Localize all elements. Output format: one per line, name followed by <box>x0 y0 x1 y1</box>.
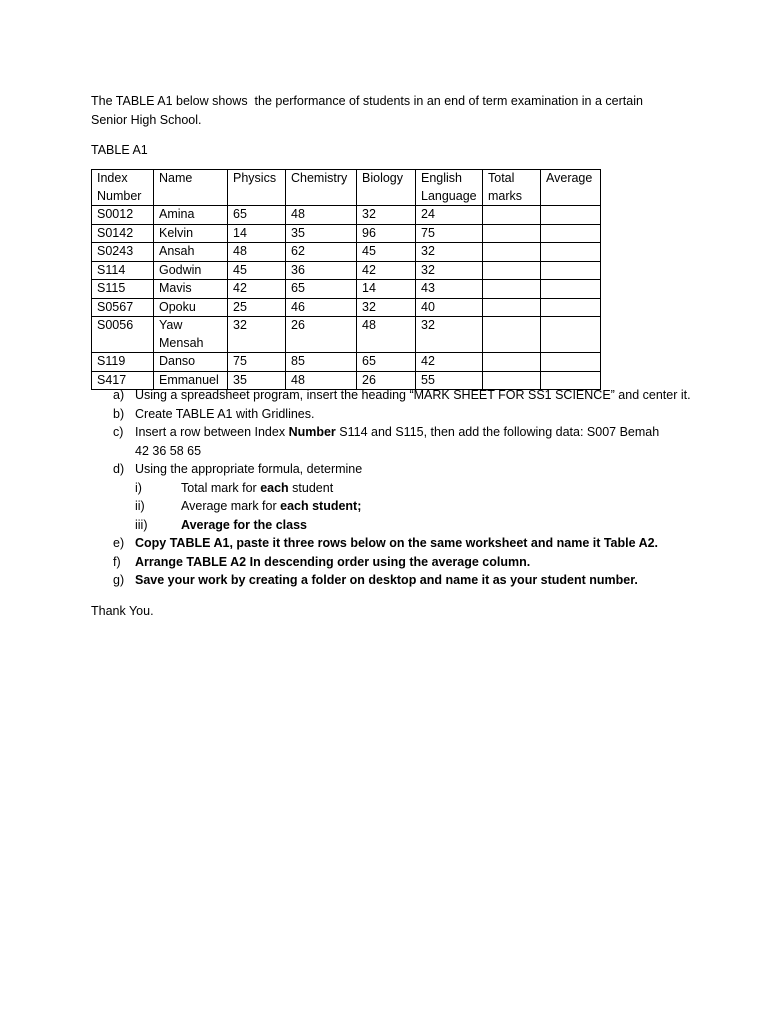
cell-total-marks <box>483 243 541 262</box>
task-b <box>91 405 691 424</box>
task-g <box>91 571 691 590</box>
cell-average <box>541 298 601 317</box>
cell-average <box>541 261 601 280</box>
table-row <box>92 261 601 280</box>
task-label: e) <box>113 536 125 550</box>
cell-index-number: S0056 <box>92 317 154 353</box>
cell-chemistry: 62 <box>286 243 357 262</box>
cell-biology: 96 <box>357 224 416 243</box>
cell-average <box>541 280 601 299</box>
cell-chemistry: 26 <box>286 317 357 353</box>
subtask-label: ii) <box>135 499 145 513</box>
cell-total-marks <box>483 280 541 299</box>
header-biology: Biology <box>357 170 416 206</box>
header-chemistry: Chemistry <box>286 170 357 206</box>
cell-index-number: S0243 <box>92 243 154 262</box>
cell-english-language: 32 <box>416 243 483 262</box>
cell-average <box>541 243 601 262</box>
cell-name: Amina <box>154 206 228 225</box>
cell-name: Opoku <box>154 298 228 317</box>
table-row <box>92 243 601 262</box>
cell-english-language: 43 <box>416 280 483 299</box>
subtask-label: iii) <box>135 517 148 532</box>
task-text: Using the appropriate formula, determine <box>135 462 363 476</box>
intro-line-1: The TABLE A1 below shows the performance of students in an end of term examination in a certain <box>91 94 643 108</box>
task-c <box>91 423 691 460</box>
cell-biology: 32 <box>357 298 416 317</box>
intro-paragraph <box>91 92 691 130</box>
cell-name: Emmanuel <box>154 371 228 390</box>
cell-name: Yaw Mensah <box>154 317 228 353</box>
marks-table <box>91 169 601 390</box>
cell-chemistry: 65 <box>286 280 357 299</box>
closing-text: Thank You. <box>91 604 154 618</box>
cell-biology: 48 <box>357 317 416 353</box>
table-body <box>92 206 601 390</box>
cell-biology: 26 <box>357 371 416 390</box>
subtask-text-pre: Total mark for <box>181 480 261 495</box>
header-name: Name <box>154 170 228 206</box>
subtask-text-bold: Average for the class <box>181 517 307 532</box>
task-text: Using a spreadsheet program, insert the heading “MARK SHEET FOR SS1 SCIENCE” and center it. <box>135 388 691 402</box>
task-text: Create TABLE A1 with Gridlines. <box>135 406 315 421</box>
table-caption: TABLE A1 <box>91 143 148 157</box>
subtask-i <box>91 479 691 498</box>
table-row <box>92 224 601 243</box>
cell-english-language: 24 <box>416 206 483 225</box>
cell-total-marks <box>483 224 541 243</box>
cell-name: Mavis <box>154 280 228 299</box>
header-physics: Physics <box>228 170 286 206</box>
cell-chemistry: 35 <box>286 224 357 243</box>
table-row <box>92 317 601 353</box>
cell-english-language: 40 <box>416 298 483 317</box>
header-total-marks: Total marks <box>483 170 541 206</box>
cell-biology: 45 <box>357 243 416 262</box>
subtask-text-post: student <box>288 480 334 495</box>
cell-physics: 48 <box>228 243 286 262</box>
cell-physics: 32 <box>228 317 286 353</box>
cell-chemistry: 46 <box>286 298 357 317</box>
table-row <box>92 353 601 372</box>
subtask-text-bold: each student; <box>280 499 362 513</box>
table-row <box>92 298 601 317</box>
header-index-number: Index Number <box>92 170 154 206</box>
table-row <box>92 280 601 299</box>
cell-biology: 42 <box>357 261 416 280</box>
intro-line-2: Senior High School. <box>91 113 202 127</box>
cell-english-language: 75 <box>416 224 483 243</box>
cell-total-marks <box>483 353 541 372</box>
task-d <box>91 460 691 479</box>
header-average: Average <box>541 170 601 206</box>
cell-total-marks <box>483 206 541 225</box>
cell-chemistry: 36 <box>286 261 357 280</box>
cell-physics: 45 <box>228 261 286 280</box>
cell-physics: 75 <box>228 353 286 372</box>
task-label: b) <box>113 406 125 421</box>
cell-chemistry: 85 <box>286 353 357 372</box>
cell-biology: 14 <box>357 280 416 299</box>
cell-chemistry: 48 <box>286 371 357 390</box>
task-label: c) <box>113 425 124 439</box>
cell-total-marks <box>483 298 541 317</box>
task-a <box>91 386 691 405</box>
cell-biology: 32 <box>357 206 416 225</box>
task-f <box>91 553 691 572</box>
task-text-bold: Number <box>288 425 336 439</box>
task-text: Copy TABLE A1, paste it three rows below on the same worksheet and name it Table A2. <box>135 536 659 550</box>
task-list <box>91 386 691 590</box>
cell-index-number: S119 <box>92 353 154 372</box>
cell-biology: 65 <box>357 353 416 372</box>
cell-average <box>541 206 601 225</box>
header-english-language: English Language <box>416 170 483 206</box>
task-text-pre: Insert a row between Index <box>135 425 289 439</box>
subtask-text-pre: Average mark for <box>181 499 281 513</box>
task-label: d) <box>113 462 125 476</box>
cell-total-marks <box>483 261 541 280</box>
cell-name: Danso <box>154 353 228 372</box>
cell-name: Godwin <box>154 261 228 280</box>
subtask-iii <box>91 516 691 535</box>
subtask-label: i) <box>135 480 142 495</box>
cell-physics: 42 <box>228 280 286 299</box>
cell-index-number: S417 <box>92 371 154 390</box>
task-text-line2: 42 36 58 65 <box>135 443 202 458</box>
table-row <box>92 206 601 225</box>
cell-index-number: S114 <box>92 261 154 280</box>
subtask-ii <box>91 497 691 516</box>
cell-name: Kelvin <box>154 224 228 243</box>
cell-index-number: S115 <box>92 280 154 299</box>
cell-index-number: S0567 <box>92 298 154 317</box>
task-label: g) <box>113 573 125 587</box>
cell-english-language: 32 <box>416 261 483 280</box>
cell-physics: 65 <box>228 206 286 225</box>
cell-physics: 35 <box>228 371 286 390</box>
cell-name: Ansah <box>154 243 228 262</box>
cell-average <box>541 353 601 372</box>
cell-chemistry: 48 <box>286 206 357 225</box>
subtask-text-bold: each <box>260 480 289 495</box>
cell-physics: 25 <box>228 298 286 317</box>
task-e <box>91 534 691 553</box>
cell-index-number: S0142 <box>92 224 154 243</box>
table-header-row <box>92 170 601 206</box>
cell-english-language: 42 <box>416 353 483 372</box>
task-text: Arrange TABLE A2 In descending order using the average column. <box>135 554 531 569</box>
cell-average <box>541 224 601 243</box>
cell-english-language: 32 <box>416 317 483 353</box>
cell-total-marks <box>483 317 541 353</box>
task-label: f) <box>113 554 121 569</box>
task-label: a) <box>113 388 125 402</box>
cell-average <box>541 317 601 353</box>
task-text-post: S114 and S115, then add the following data: S007 Bemah <box>335 425 660 439</box>
task-text: Save your work by creating a folder on desktop and name it as your student number. <box>135 573 638 587</box>
cell-physics: 14 <box>228 224 286 243</box>
cell-index-number: S0012 <box>92 206 154 225</box>
cell-english-language: 55 <box>416 371 483 390</box>
